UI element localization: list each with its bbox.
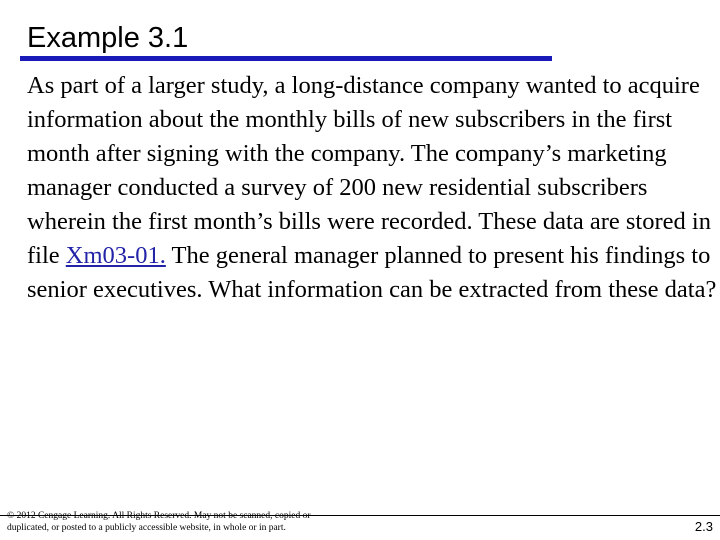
data-file-link[interactable]: Xm03-01. bbox=[65, 242, 166, 269]
copyright-notice: © 2012 Cengage Learning. All Rights Reserved. May not be scanned, copied or duplicated, or posted to a publicly accessible website, in whole or in part. bbox=[7, 511, 311, 533]
body-text-before-link: As part of a larger study, a long-distance company wanted to acquire information about the monthly bills of new subscribers in the first month after signing with the company. The company’s marketing manager conducted a survey of 200 new residential subscribers wherein the first month’s bills were recorded. These data are stored in file bbox=[27, 72, 711, 269]
body-paragraph bbox=[27, 69, 717, 307]
title-underline bbox=[20, 56, 552, 61]
page-number: 2.3 bbox=[694, 519, 713, 534]
slide-title: Example 3.1 bbox=[27, 22, 189, 54]
body-text-after-link: The general manager planned to present his findings to senior executives. What information can be extracted from these data? bbox=[27, 242, 717, 303]
